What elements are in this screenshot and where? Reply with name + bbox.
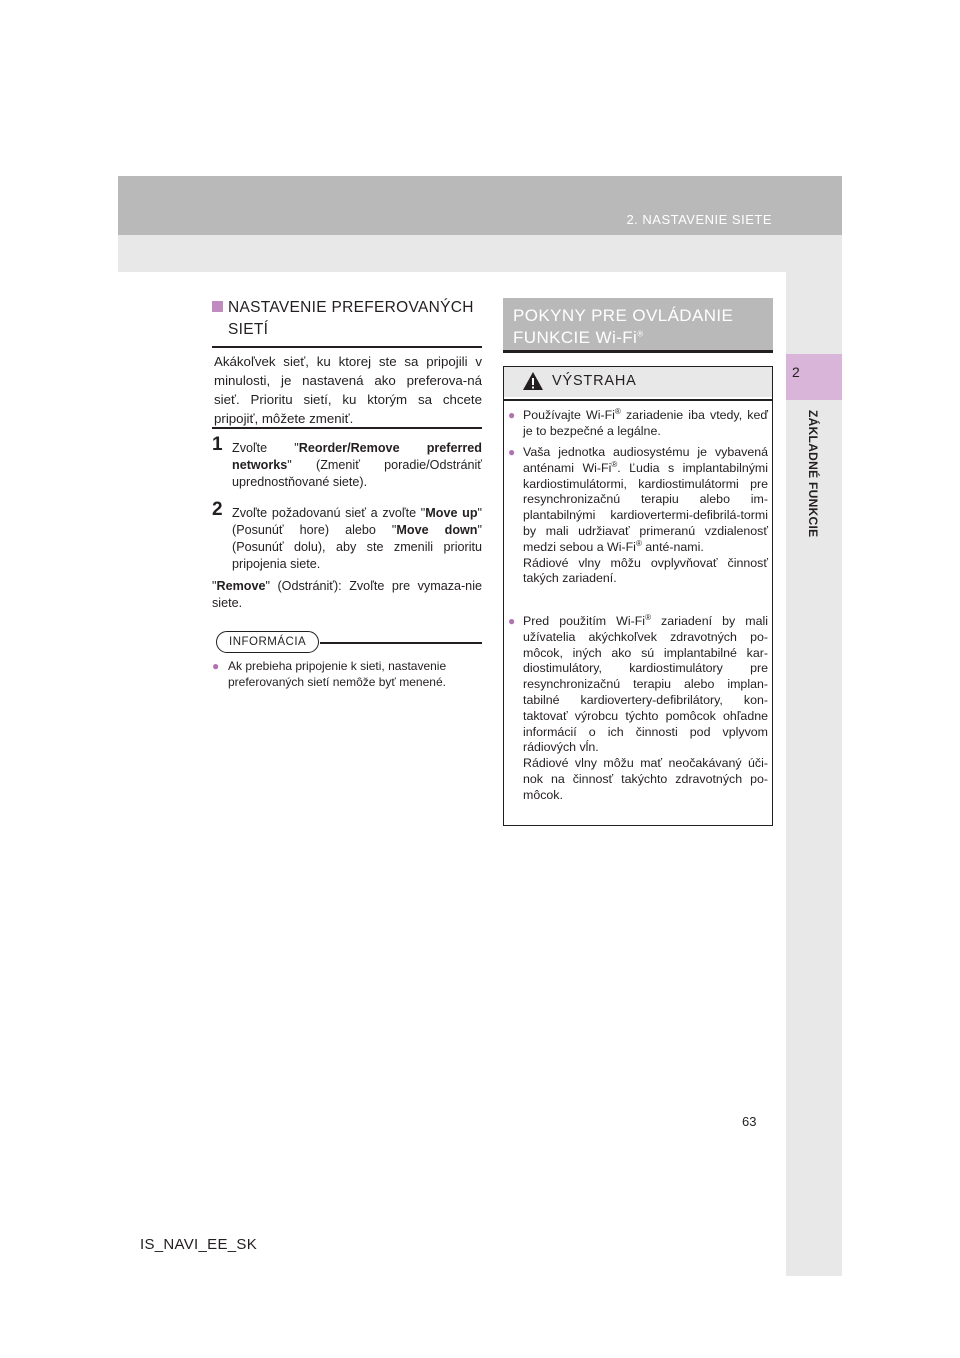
- warning-item-3: [508, 614, 768, 804]
- bullet-icon: ●: [508, 614, 516, 628]
- intro-box: Akákoľvek sieť, ku ktorej ste sa pripojili v minulosti, je nastavená ako preferova-ná sieť. Prioritu sietí, ku ktorým sa chcete pripojiť, môžete zmeniť.: [212, 346, 482, 429]
- info-label: INFORMÁCIA: [216, 631, 319, 653]
- bullet-icon: ●: [212, 659, 220, 673]
- warning-text: Vaša jednotka audiosystému je vybavená anténami Wi-Fi®. Ľudia s implantabilnými kardiostimulátormi, kardiostimulátormi pre resynchronizačnú terapiu alebo im-plantabilnými kardiovertermi-defibrilá-tormi by mali udržiavať primeranú vzdialenosť medzi sebou a Wi-Fi® anté-nami. Rádiové vlny môžu ovplyvňovať činnosť takých zariadení.: [523, 445, 768, 586]
- remove-description: "Remove" (Odstrániť): Zvoľte pre vymaza-nie siete.: [212, 579, 482, 610]
- warning-title: VÝSTRAHA: [552, 373, 637, 389]
- panel-heading: [503, 298, 773, 353]
- info-rule: [320, 642, 482, 644]
- page-number: 63: [742, 1114, 757, 1129]
- warning-text: Používajte Wi-Fi® zariadenie iba vtedy, keď je to bezpečné a legálne.: [523, 406, 768, 438]
- warning-item-1: [508, 408, 768, 440]
- panel-title-line-2: FUNKCIE Wi-Fi®: [513, 328, 644, 347]
- side-strip-top: [786, 272, 842, 354]
- warning-rule: [504, 399, 772, 401]
- step-text: Zvoľte požadovanú sieť a zvoľte "Move up" (Posunúť hore) alebo "Move down" (Posunúť dolu), aby ste zmenili prioritu pripojenia siete.: [232, 506, 483, 571]
- info-item: [212, 658, 482, 690]
- step-text: Zvoľte "Reorder/Remove preferred networks" (Zmeniť poradie/Odstrániť uprednostňované siete).: [232, 441, 482, 489]
- keyword: Move down: [396, 523, 478, 537]
- warning-header-band: [504, 367, 772, 397]
- bullet-icon: ●: [508, 408, 516, 422]
- warning-text: Pred použitím Wi-Fi® zariadení by mali užívatelia akýchkoľvek zdravotných po-môcok, iných ako sú implantabilné kar-diostimulátory, kardiostimulátory pre resynchronizačnú terapiu alebo implan-tabilné kardiovertery-defibrilátory, kon-taktovať výrobcu týchto pomôcok ohľadne informácií o ich činnosti pod vplyvom rádiových vĺn. Rádiové vlny môžu mať neočakávaný úči-nok na činnosť takýchto zdravotných po-môcok.: [523, 612, 768, 802]
- section-title: 2. NASTAVENIE SIETE: [626, 212, 772, 227]
- warning-item-2: [508, 445, 768, 587]
- subsection-heading-text: NASTAVENIE PREFEROVANÝCH SIETÍ: [228, 299, 474, 338]
- step-1: [212, 434, 482, 491]
- chapter-number: 2: [792, 364, 800, 380]
- panel-title-line-1: POKYNY PRE OVLÁDANIE: [513, 306, 734, 325]
- bullet-icon: ●: [508, 445, 516, 459]
- subsection-heading: [212, 297, 482, 341]
- step-2: [212, 499, 483, 573]
- info-item-text: Ak prebieha pripojenie k sieti, nastavenie preferovaných sietí nemôže byť menené.: [228, 659, 447, 689]
- chapter-title: ZÁKLADNÉ FUNKCIE: [806, 410, 820, 538]
- keyword: Remove: [216, 579, 266, 593]
- step-number: 1: [212, 434, 223, 455]
- keyword: Move up: [425, 506, 478, 520]
- keyword: Reorder/Remove preferred networks: [232, 441, 482, 472]
- warning-triangle-icon: [522, 371, 544, 391]
- document-code: IS_NAVI_EE_SK: [140, 1236, 258, 1253]
- step-number: 2: [212, 499, 223, 520]
